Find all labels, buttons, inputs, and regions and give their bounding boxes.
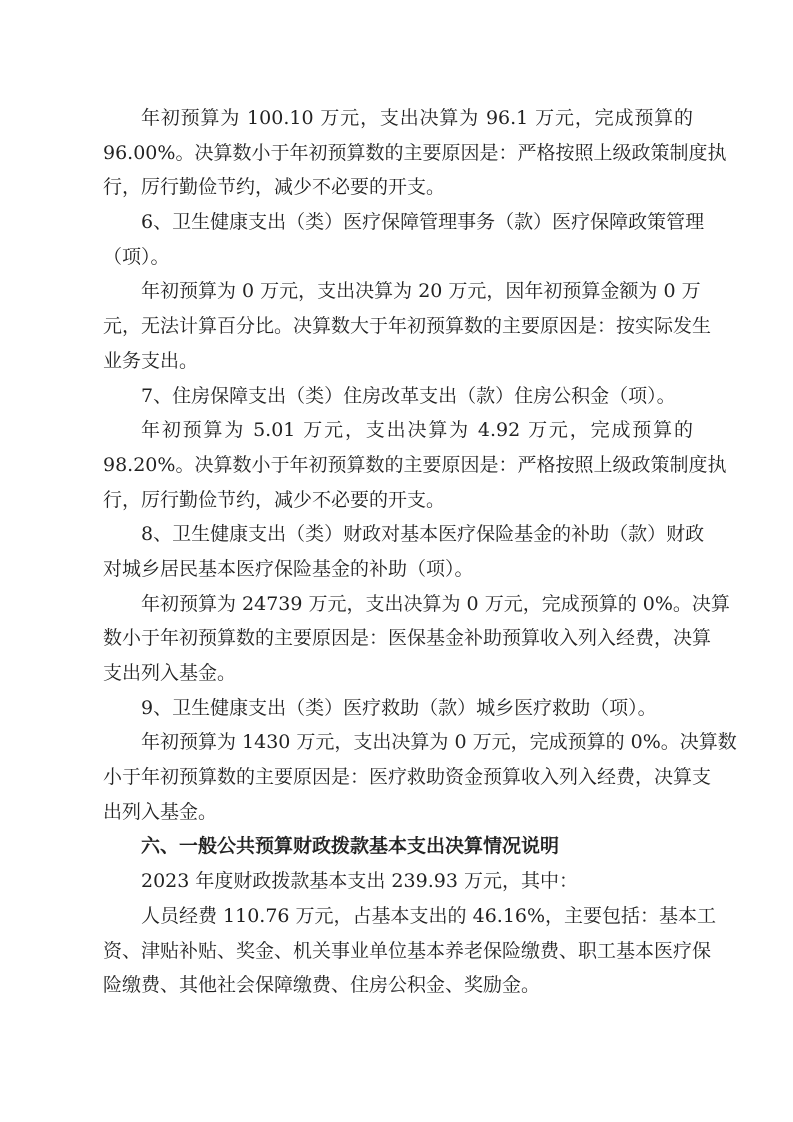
- text-line: 2023 年度财政拨款基本支出 239.93 万元，其中：: [141, 870, 578, 893]
- text-line: 元，无法计算百分比。决算数大于年初预算数的主要原因是：按实际发生: [103, 315, 712, 338]
- text-line: 险缴费、其他社会保障缴费、住房公积金、奖励金。: [103, 974, 541, 997]
- text-line: 人员经费 110.76 万元，占基本支出的 46.16%，主要包括：基本工: [141, 904, 717, 927]
- text-line: 出列入基金。: [103, 800, 218, 823]
- paragraph: [103, 413, 727, 517]
- text-line: 8、卫生健康支出（类）财政对基本医疗保险基金的补助（款）财政: [141, 523, 705, 546]
- paragraph: [103, 379, 693, 414]
- text-line: 支出列入基金。: [103, 662, 237, 684]
- text-line: 98.20%。决算数小于年初预算数的主要原因是：严格按照上级政策制度执: [103, 453, 727, 476]
- section-heading: [103, 829, 693, 864]
- paragraph: [103, 864, 693, 899]
- paragraph: [103, 691, 693, 726]
- text-line: 6、卫生健康支出（类）医疗保障管理事务（款）医疗保障政策管理: [141, 211, 705, 234]
- text-line: 六、一般公共预算财政拨款基本支出决算情况说明: [141, 835, 560, 858]
- paragraph: [103, 587, 730, 691]
- paragraph: [103, 205, 705, 274]
- text-line: 年初预算为 100.10 万元，支出决算为 96.1 万元，完成预算的: [141, 107, 693, 129]
- text-line: 年初预算为 0 万元，支出决算为 20 万元，因年初预算金额为 0 万: [141, 280, 701, 303]
- text-line: 年初预算为 1430 万元，支出决算为 0 万元，完成预算的 0%。决算数: [141, 731, 737, 754]
- paragraph: [103, 899, 717, 1003]
- document-page: [103, 101, 737, 1003]
- text-line: 资、津贴补贴、奖金、机关事业单位基本养老保险缴费、职工基本医疗保: [103, 939, 712, 962]
- paragraph: [103, 517, 705, 586]
- text-line: 小于年初预算数的主要原因是：医疗救助资金预算收入列入经费，决算支: [103, 766, 712, 789]
- text-line: 行，厉行勤俭节约，减少不必要的开支。: [103, 488, 446, 511]
- paragraph: [103, 725, 737, 829]
- text-line: 业务支出。: [103, 349, 199, 372]
- text-line: （项）。: [103, 245, 170, 268]
- text-line: 9、卫生健康支出（类）医疗救助（款）城乡医疗救助（项）。: [141, 696, 657, 719]
- text-line: 年初预算为 5.01 万元，支出决算为 4.92 万元，完成预算的: [141, 419, 693, 442]
- text-line: 年初预算为 24739 万元，支出决算为 0 万元，完成预算的 0%。决算: [141, 592, 730, 615]
- text-line: 对城乡居民基本医疗保险基金的补助（项）。: [103, 557, 474, 580]
- paragraph: [103, 101, 727, 205]
- paragraph: [103, 274, 712, 378]
- text-line: 96.00%。决算数小于年初预算数的主要原因是：严格按照上级政策制度执: [103, 141, 727, 164]
- text-line: 数小于年初预算数的主要原因是：医保基金补助预算收入列入经费，决算: [103, 627, 712, 650]
- text-line: 行，厉行勤俭节约，减少不必要的开支。: [103, 176, 446, 199]
- text-line: 7、住房保障支出（类）住房改革支出（款）住房公积金（项）。: [141, 384, 676, 407]
